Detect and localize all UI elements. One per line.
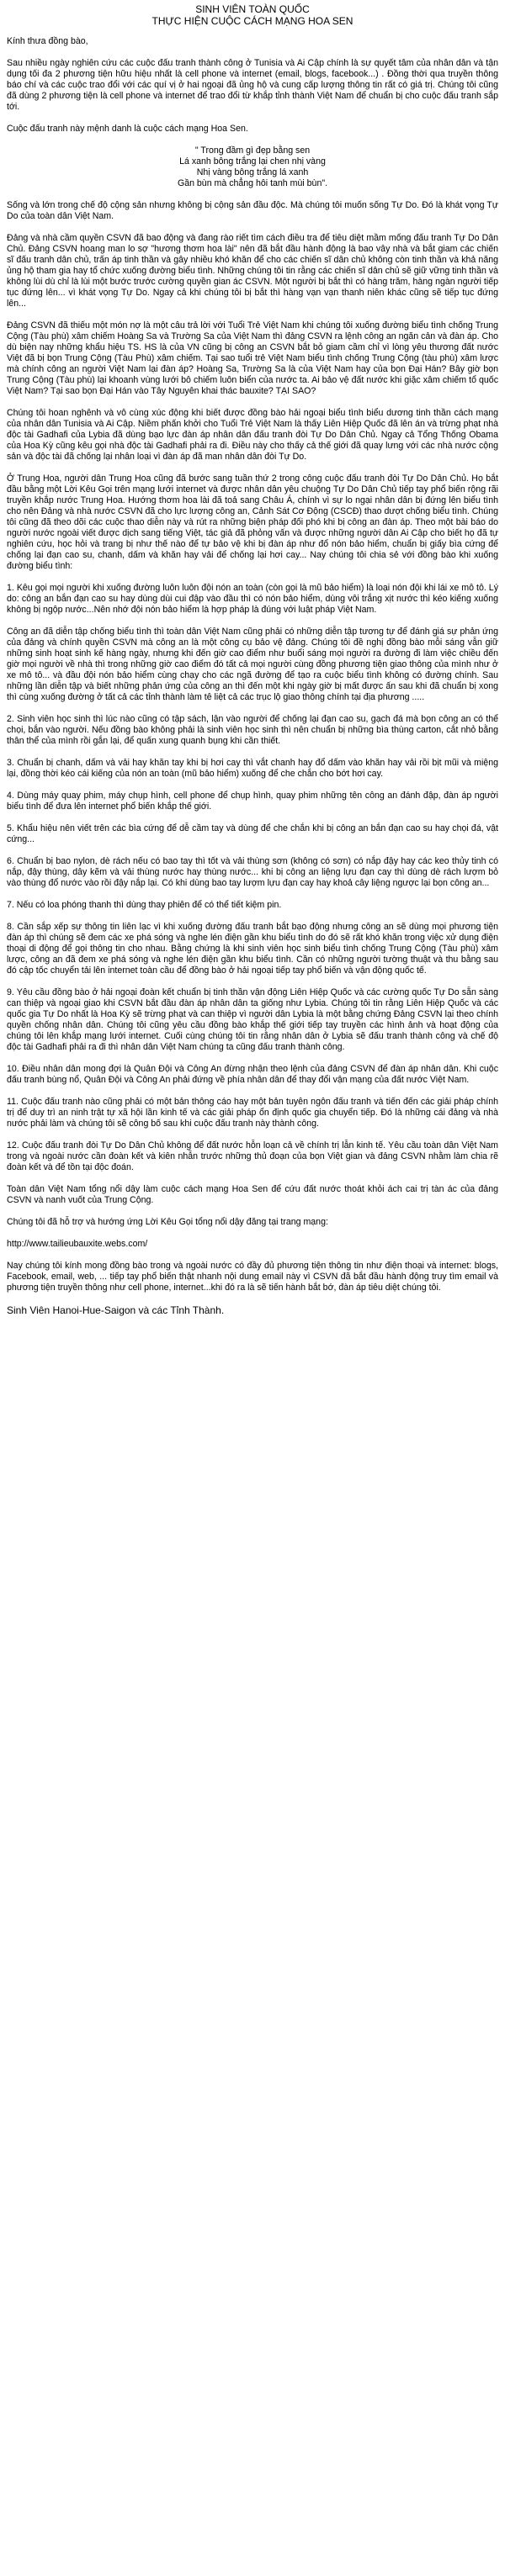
list-item: 10. Điều nhân dân mong đợi là Quân Đội và Công An đừng nhận theo lệnh của đảng CSVN để đàn áp nhân dân. Khi cuộc đấu tranh bùng nổ, Quân Đội và Công An phải đứng về phía nhân dân để thay đổi vận mạng của đất nước Việt Nam. xyxy=(7,1064,498,1085)
list-item: 6. Chuẩn bị bao nylon, dè rách nếu có bao tay thì tốt và vải thùng sơn (không có sơn) có nắp đậy hay các keo thủy tinh có nắp, đậy thùng, dây kẽm và vải thùng nước hay thùng nước... khi bị công an liệng lựu đạn cay thì dùng dè rách lượm bỏ vào thùng đổ nước vào rồi đậy nắp lại. Có khi dùng bao tay lượm lựu đạn cay hay khoả cây liệng ngược lại bọn công an... xyxy=(7,856,498,888)
source-link[interactable]: http://www.tailieubauxite.webs.com/ xyxy=(7,1239,148,1249)
body-paragraph: Toàn dân Việt Nam tổng nổi dậy làm cuộc cách mạng Hoa Sen để cứu đất nước thoát khỏi ách cai trị tàn ác của đảng CSVN và nanh vuốt của Trung Cộng. xyxy=(7,1184,498,1205)
body-paragraph: Công an đã diễn tập chống biểu tình thì toàn dân Việt Nam cũng phải có những diễn tập tương tự để đánh giá sự phản ứng của đảng và chính quyền CSVN mà công an là một công cụ bảo vệ đảng. Chúng tôi đề nghị đồng bào mỗi sáng vẫn giữ những sinh hoạt sinh kế hàng ngày, nhưng khi đến giờ cao điểm như buổi sáng mọi người ra đường đi làm việc chiều đến giờ mọi người về nhà thì trong những giờ cao điểm đó tất cả mọi người cùng đồng phương tiện giao thông của mình như ở xe mô tô... và đầu đội nón bảo hiểm cùng chạy cho các ngã đường để tạo ra cuộc biểu tình không có đường chính. Sau những lần diễn tập và biết những phản ứng của công an thì đến một khi ngày giờ bị mất được ấn sau khi đã chuẩn bị xong thì cùng xuống đường ở tất cả các tỉnh thành làm tê liệt cả các trục lộ giao thông chính tại địa phương ..... xyxy=(7,627,498,702)
list-item: 7. Nếu có loa phóng thanh thì dùng thay phiên để có thể tiết kiệm pin. xyxy=(7,900,282,910)
list-item: 11. Cuộc đấu tranh nào cũng phải có một bản thông cáo hay một bản tuyên ngôn đấu tranh và tiến đến các giải pháp chính trị để duy trì an ninh trật tự xã hội lần kinh tế và các giải pháp ổn định quốc gia chuyển tiếp. Đó là những cái đảng và nhà nước phải làm và chúng tôi sẽ công bố sau khi cuộc đấu tranh này thành công. xyxy=(7,1097,498,1129)
list-item: 12. Cuộc đấu tranh đòi Tự Do Dân Chủ không để đất nước hỗn loạn cả về chính trị lẫn kinh tế. Yêu cầu toàn dân Việt Nam trong và ngoài nước cần đoàn kết và kiên nhẫn trước những thủ đoạn của bọn Việt gian và đảng CSVN nhằm làm chia rẽ đoàn kết và để tồn tại độc đoán. xyxy=(7,1140,498,1172)
header-line-1: SINH VIÊN TOÀN QUỐC xyxy=(195,3,310,15)
list-item: 8. Cần sắp xếp sự thông tin liên lạc vì khi xuống đường đấu tranh bắt bạo động nhưng công an sẽ dùng mọi phương tiện đàn áp thì chúng sẽ đem các xe phá sóng và nghe lén điện gần khu biểu tình do đó sẽ rất khó khăn trong việc xử dụng điện thoại di động để gọi thông tin cho nhau. Bằng chứng là khi sinh viên học sinh biểu tình chống Trung Cộng (Tàu phù) xâm lược, công an đã đem xe phá sóng và nghe lén điện gần khu biểu tình. Cần có những người tường thuật và thu bằng sau đó cập tốc chuyển tải lên internet toàn cầu để đồng bào ở hải ngoại tiếp tay phổ biến và vận động quốc tế. xyxy=(7,922,498,976)
body-paragraph: Ở Trung Hoa, người dân Trung Hoa cũng đã bước sang tuần thứ 2 trong công cuộc đấu tranh đòi Tự Do Dân Chủ. Họ bắt đầu bằng một Lời Kêu Gọi trên mạng lưới internet và được nhân dân yêu chuộng Tự Do Dân Chủ tiếp tay phổ biến rộng rãi truyền khắp nước Trung Hoa. Hướng thơm hoa lài đã toả sang Châu Á, chính vì sự lo ngại nhân dân bị đứng lên biểu tình cho nên Đảng và nhà nước CSVN đã cho lực lượng công an, Cảnh Sát Cơ Động (CSCĐ) thao dượt chống biểu tình. Chúng tôi cũng đã theo dõi các cuộc thao diễn này và rút ra những biện pháp đối phó khi bị công an đàn áp. Theo một bài báo do người nước ngoài viết được dịch sang tiếng Việt, tác giả đã phỏng vấn và được những người dân Ai Cập cho biết họ đã tự nghiên cứu, học hỏi và trang bị như thế nào để tự bảo vệ khi bị đàn áp như đổ nón bảo hiểm, chuẩn bị giấy bìa cứng để chống lại đạn cao su, chanh, dấm và khăn hay vải để chống lại hơi cay... Nay chúng tôi chia sẻ với đồng bào khi xuống đường biểu tình: xyxy=(7,473,498,571)
body-paragraph: Sống và lớn trong chế độ cộng sản nhưng không bị cộng sản đầu độc. Mà chúng tôi muốn sống Tự Do. Đó là khát vọng Tự Do của toàn dân Việt Nam. xyxy=(7,200,498,221)
body-paragraph: Đảng và nhà cầm quyền CSVN đã bao động và đang rào riết tìm cách điều tra để tiêu diệt mầm mống đấu tranh Tự Do Dân Chủ. Đảng CSVN hoang man lo sợ "hương thơm hoa lài" nên đã bắt đầu hành động là bao vây nhà và bắt giam các chiến sĩ đấu tranh dân chủ, trấn áp tinh thần và gây nhiều khó khăn để cho các chiến sĩ dân chủ không còn tinh thần và khả năng ủng hộ tham gia hay tổ chức xuống đường biểu tình. Những chúng tôi tin rằng các chiến sĩ dân chủ sẽ giữ vững tinh thần và không lùi dù chỉ là lùi một bước trước cường quyền gian ác CSVN. Một người bị bắt thì có hàng trăm, hàng ngàn người tiếp tục đứng lên... vì khát vọng Tự Do. Ngay cả khi chúng tôi bị bắt thì hàng vạn vạn thanh niên khác cũng sẽ tiếp tục đứng lên... xyxy=(7,233,498,309)
list-item: 5. Khẩu hiệu nên viết trên các bìa cứng để dễ cầm tay và dùng để che chắn khi bị công an bắn đạn cao su hay chọi đá, vật cứng... xyxy=(7,823,498,844)
intro-paragraph: Sau nhiều ngày nghiên cứu các cuộc đấu tranh thành công ở Tunisia và Ai Cập chính là sự quyết tâm của nhân dân và tận dụng tối đa 2 phương tiện hữu hiệu nhất là cell phone và internet (email, blogs, facebook...) . Đồng thời qua truyền thông báo chí và các cuộc trao đổi với các quí vị ở hai ngoại đã ủng hộ và cung cấp lượng thông tin rất có giá trị. Chúng tôi cũng đã dùng 2 phương tiện là cell phone và internet để trao đổi từ khắp tỉnh thành Việt Nam để chuẩn bị cho cuộc đấu tranh sắp tới. xyxy=(7,58,498,112)
greeting: Kính thưa đồng bào, xyxy=(7,36,88,46)
poem-line: Lá xanh bông trắng lại chen nhị vàng xyxy=(179,156,326,167)
body-paragraph: Đảng CSVN đã thiếu một món nợ là một câu trả lời với Tuổi Trẻ Việt Nam khi chúng tôi xuống đường biểu tình chống Trung Cộng (Tàu phù) xâm chiếm Hoàng Sa và Trường Sa của Việt Nam thì đảng CSVN ra lệnh công an ngăn cản và đàn áp. Cho dù biện nay những khẩu hiệu TS. HS là của VN cũng bị công an CSVN bắt bỏ giam cầm chỉ vì lòng yêu thương đất nước Việt đã bị bọn Trung Cộng (Tàu Phù) xâm chiếm. Tại sao tuổi trẻ Việt Nam biểu tình chống Trung Cộng (tàu phù) xâm lược mà chính công an người Việt Nam lại đàn áp? Hoàng Sa, Trường Sa là của Việt Nam hay của bọn Đại Hán? Bây giờ bọn Trung Cộng (Tàu phù) lại khoanh vùng lưới bô chiếm luôn biển của nước ta. Ai bảo vệ đất nước khi giặc xâm chiếm tổ quốc Việt Nam? Tại sao bọn Đại Hán vào Tây Nguyên khai thác bauxite? TẠI SAO? xyxy=(7,320,498,396)
document-header xyxy=(7,3,498,27)
poem-line: Gần bùn mà chẳng hôi tanh mùi bùn". xyxy=(177,178,328,188)
body-paragraph: Chúng tôi hoan nghênh và vô cùng xúc động khi biết được đồng bào hải ngoại biểu tình biểu dương tinh thần cách mạng của nhân dân Tunisia và Ai Cập. Niềm phấn khởi cho Tuổi Trẻ Việt Nam là thấy Liên Hiệp Quốc đã lên án và trừng phạt nhà độc tài Gadhafi của Lybia đã dùng bạo lực đàn áp nhân dân đấu tranh đòi Tự Do Dân Chủ. Ngay cả Tổng Thống Obama của Hoa Kỳ cũng kêu gọi nhà độc tài Gadhafi phải ra đi. Điều này cho thấy cả thế giới đã quay lưng với các nhà nước cộng sản và độc tài đã chống lại nhân loại vì đàn áp đã man nhân dân đòi Tự Do. xyxy=(7,408,498,462)
poem-line: " Trong đầm gì đẹp bằng sen xyxy=(194,145,311,156)
list-item: 1. Kêu gọi mọi người khi xuống đường luôn luôn đội nón an toàn (còn gọi là mũ bảo hiểm) là loại nón đội khi lái xe mô tô. Lý do: công an bắn đạn cao su hay dùng dùi cui đập vào đầu thì có nón bảo hiểm, dùng vôi trắng xịt nước thì kéo kiếng xuống không bị ngộp nước...Nên nhớ đội nón bảo hiểm là hợp pháp là đúng với luật pháp Việt Nam. xyxy=(7,583,498,615)
list-item: 3. Chuẩn bị chanh, dấm và vải hay khăn tay khi bị hơi cay thì vắt chanh hay đổ dấm vào khăn hay vải rồi bịt mũi và miệng lại, đồng thời kéo cái kiếng của nón an toàn (mũ bảo hiểm) xuống để che chắn cho bớt hơi cay. xyxy=(7,758,498,779)
list-item: 2. Sinh viên học sinh thì lúc nào cũng có tập sách, lận vào người để chống lại đạn cao su, gạch đá mà bọn công an có thể chọi, bắn vào người. Nếu đồng bào không phải là sinh viên học sinh thì nên chuẩn bị những bìa thùng carton, cắt nhỏ bằng thân thể của mình rồi gắn lại, để quấn xung quanh bụng khi cần thiết. xyxy=(7,714,498,746)
signature: Sinh Viên Hanoi-Hue-Saigon và các Tỉnh Thành. xyxy=(7,1304,225,1316)
closing-paragraph: Nay chúng tôi kính mong đồng bào trong và ngoài nước có đầy đủ phương tiện thông tin như điện thoại và internet: blogs, Facebook, email, web, ... tiếp tay phổ biến thật nhanh nội dung email này vì CSVN đã bắt đầu hành động truy tìm email và phương tiện truyền thông như cell phone, internet...khi đó ra là sẽ tiến hành bắt bớ, đàn áp tiêu diệt chúng tôi. xyxy=(7,1261,498,1293)
poem xyxy=(7,145,498,189)
header-line-2: THỰC HIỆN CUỘC CÁCH MẠNG HOA SEN xyxy=(152,15,354,27)
movement-name-paragraph: Cuộc đấu tranh này mệnh danh là cuộc cách mạng Hoa Sen. xyxy=(7,124,248,134)
body-paragraph: Chúng tôi đã hỗ trợ và hướng ứng Lời Kêu Gọi tổng nổi dậy đăng tại trang mạng: xyxy=(7,1217,328,1227)
poem-line: Nhị vàng bông trắng lá xanh xyxy=(196,167,309,177)
list-item: 9. Yêu cầu đồng bào ở hải ngoại đoàn kết chuẩn bị tinh thần vận động Liên Hiệp Quốc và các cường quốc Tự Do sẵn sàng can thiệp và ngoại giao khi CSVN bắt đầu đàn áp nhân dân ta giống như Lybia. Chúng tôi tin rằng Liên Hiệp Quốc và các quốc gia Tự Do nhất là Hoa Kỳ sẽ trừng phạt và can thiệp vì người dân Lybia là một bằng chứng Đảng CSVN lại theo chính quyền chống nhân dân. Chúng tôi cũng yêu cầu đồng bào khắp thế giới tiếp tay truyền các hình ảnh và hoạt động của chúng tôi lên khắp mạng lưới internet. Cuối cùng chúng tôi tin rằng nhân dân ở Lybia sẽ đấu tranh thành công và chế độ độc tài Gadhafi phải ra đi thì nhân dân Việt Nam chúng ta cũng đấu tranh thành công. xyxy=(7,987,498,1052)
list-item: 4. Dùng máy quay phim, máy chụp hình, cell phone để chụp hình, quay phim những tên công an đánh đập, đàn áp người biểu tình để đưa lên internet phổ biến khắp thế giới. xyxy=(7,791,498,812)
